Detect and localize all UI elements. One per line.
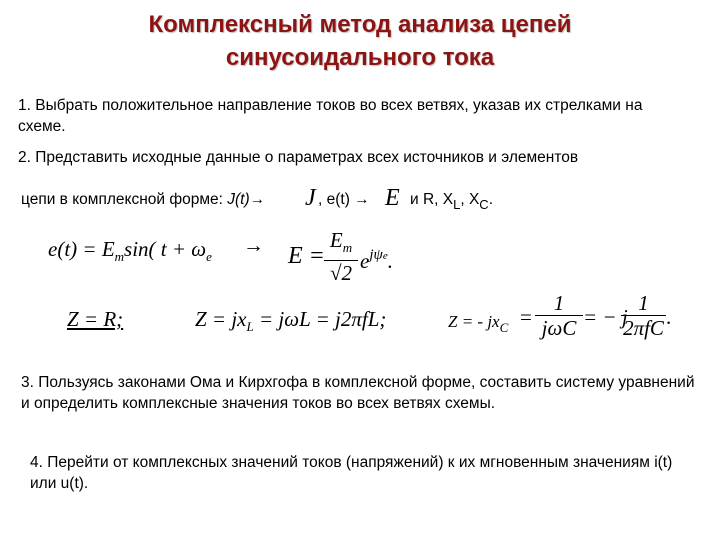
- step-3-text: 3. Пользуясь законами Ома и Кирхгофа в комплексной форме, составить систему уравнений и определить комплексные значения токов во всех ветвях схемы.: [21, 374, 695, 412]
- complex-emf-lhs: E =: [288, 243, 325, 269]
- step-2-continuation: [21, 189, 265, 210]
- step-1-text: 1. Выбрать положительное направление токов во всех ветвях, указав их стрелками на схеме.: [18, 97, 643, 135]
- capacitor-mid-term: = − j: [583, 305, 628, 329]
- complex-J-symbol: J: [305, 185, 316, 211]
- capacitor-fraction-2: 1 2πfC: [621, 291, 666, 340]
- capacitor-eq-sign: =: [520, 305, 532, 329]
- inductor-impedance: $Z = jx_L = j\omega L = j2\pi fL$;: [195, 307, 387, 334]
- complex-emf-exponent: $e^{j\psi e}$.: [360, 247, 393, 273]
- e-of-t-label: , e(t) →: [318, 191, 370, 208]
- step-4-text: 4. Перейти от комплексных значений токов (напряжений) к их мгновенным значениям i(t) или u(t).: [30, 454, 673, 492]
- capacitor-end-dot: .: [666, 305, 672, 329]
- complex-emf-fraction: $\frac{E_m}{√2}$: [324, 228, 358, 285]
- complex-E-symbol: E: [385, 185, 400, 211]
- instantaneous-emf-formula: $e(t) = E_m\sin$( $t + \omega_e$: [48, 237, 212, 264]
- capacitor-fraction-1: 1 jωC: [535, 291, 583, 340]
- j-of-t-label: J(t)→: [227, 191, 266, 208]
- step-2-cont-text: цепи в комплексной форме:: [21, 191, 223, 208]
- capacitor-impedance: Z = - $jx_C$: [448, 312, 509, 335]
- slide-title-line1: Комплексный метод анализа цепей: [148, 11, 572, 38]
- slide-title-line2: синусоидального тока: [225, 44, 495, 71]
- step-2-text: 2. Представить исходные данные о параметрах всех источников и элементов: [18, 149, 579, 166]
- transform-arrow: →: [243, 233, 264, 257]
- resistor-impedance: Z = R;: [67, 307, 124, 331]
- r-xl-xc-list: и R, $X_L$, $X_C$.: [410, 191, 493, 212]
